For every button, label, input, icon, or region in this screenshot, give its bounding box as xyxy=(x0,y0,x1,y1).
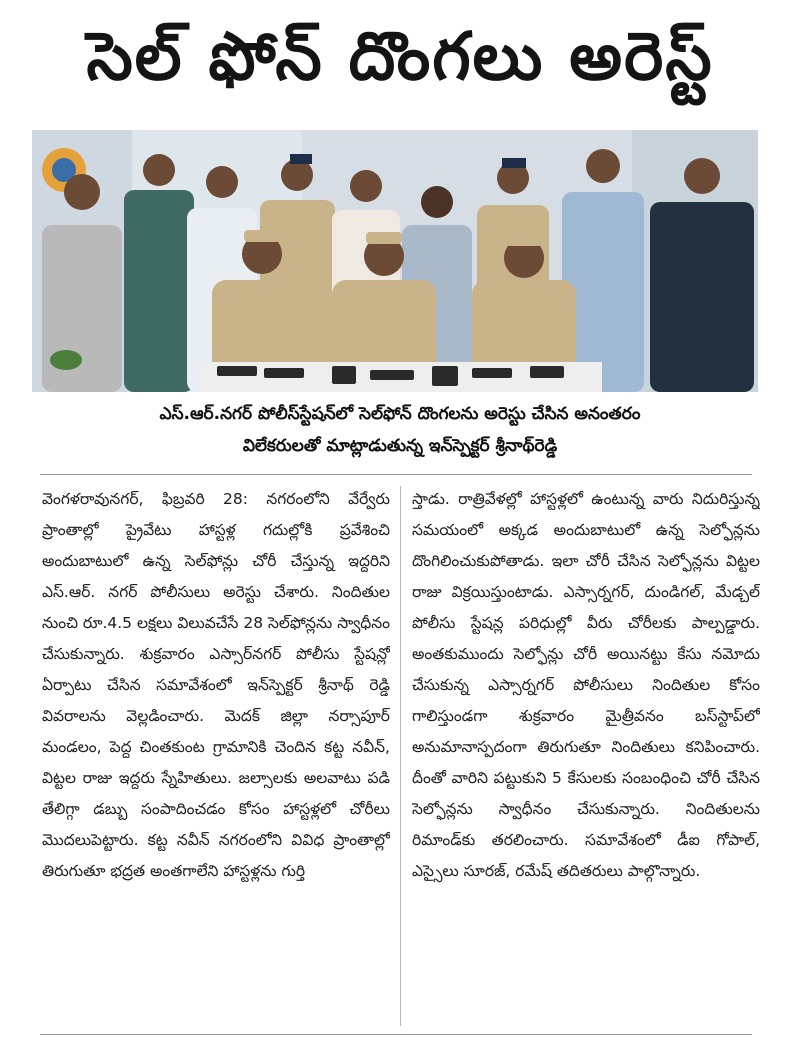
article-column-left: వెంగళరావునగర్, ఫిబ్రవరి 28: నగరంలోని వేర్వేరు ప్రాంతాల్లో ప్రైవేటు హాస్టళ్ల గదుల్లోకి ప్రవేశించి అందుబాటులో ఉన్న సెల్‌ఫోన్లు చోరీ చేస్తున్న ఇద్దరిని ఎస్.ఆర్. నగర్ పోలీసులు అరెస్టు చేశారు. నిందితుల నుంచి రూ.4.5 లక్షలు విలువచేసే 28 సెల్‌ఫోన్లను స్వాధీనం చేసుకున్నారు. శుక్రవారం ఎస్సార్‌నగర్ పోలీసు స్టేషన్లో ఏర్పాటు చేసిన సమావేశంలో ఇన్‌స్పెక్టర్ శ్రీనాథ్ రెడ్డి వివరాలను వెల్లడించారు. మెదక్ జిల్లా నర్సాపూర్ మండలం, పెద్ద చింతకుంట గ్రామానికి చెందిన కట్ట నవీన్, విట్టల రాజు ఇద్దరు స్నేహితులు. జల్సాలకు అలవాటు పడి తేలిగ్గా డబ్బు సంపాదించడం కోసం హాస్టళ్లలో చోరీలు మొదలుపెట్టారు. కట్ట నవీన్ నగరంలోని వివిధ ప్రాంతాల్లో తిరుగుతూ భద్రత అంతగాలేని హాస్టళ్లను గుర్తి xyxy=(42,490,390,880)
column-divider xyxy=(400,486,401,1026)
bottom-divider xyxy=(40,1034,752,1035)
caption-line-1: ఎస్.ఆర్.నగర్ పోలీస్‌స్టేషన్‌లో సెల్‌ఫోన్ దొంగలను అరెస్టు చేసిన అనంతరం xyxy=(159,404,641,424)
caption-divider xyxy=(40,474,752,475)
caption-line-2: విలేకరులతో మాట్లాడుతున్న ఇన్‌స్పెక్టర్ శ్రీనాథ్‌రెడ్డి xyxy=(242,436,558,456)
news-photo xyxy=(32,130,758,392)
photo-caption xyxy=(30,398,770,462)
article-column-right: స్తాడు. రాత్రివేళల్లో హాస్టళ్లలో ఉంటున్న వారు నిదురిస్తున్న సమయంలో అక్కడ అందుబాటులో ఉన్న సెల్ఫోన్లను దొంగిలించుకుపోతాడు. ఇలా చోరీ చేసిన సెల్ఫోన్లను విట్టల రాజు విక్రయిస్తుంటాడు. ఎస్సార్నగర్, దుండిగల్, మేడ్చల్ పోలీసు స్టేషన్ల పరిధుల్లో వీరు చోరీలకు పాల్పడ్డారు. అంతకుముందు సెల్ఫోన్లు చోరీ అయినట్టు కేసు నమోదు చేసుకున్న ఎస్సార్నగర్ పోలీసులు నిందితుల కోసం గాలిస్తుండగా శుక్రవారం మైత్రీవనం బస్‌స్టాప్‌లో అనుమానాస్పదంగా తిరుగుతూ నిందితులు కనిపించారు. దీంతో వారిని పట్టుకుని 5 కేసులకు సంబంధించి చోరీ చేసిన సెల్ఫోన్లను స్వాధీనం చేసుకున్నారు. నిందితులను రిమాండ్‌కు తరలించారు. సమావేశంలో డీఐ గోపాల్, ఎస్సైలు సూరజ్, రమేష్ తదితరులు పాల్గొన్నారు. xyxy=(412,490,760,880)
headline: సెల్ ఫోన్ దొంగలు అరెస్ట్ xyxy=(86,17,714,95)
